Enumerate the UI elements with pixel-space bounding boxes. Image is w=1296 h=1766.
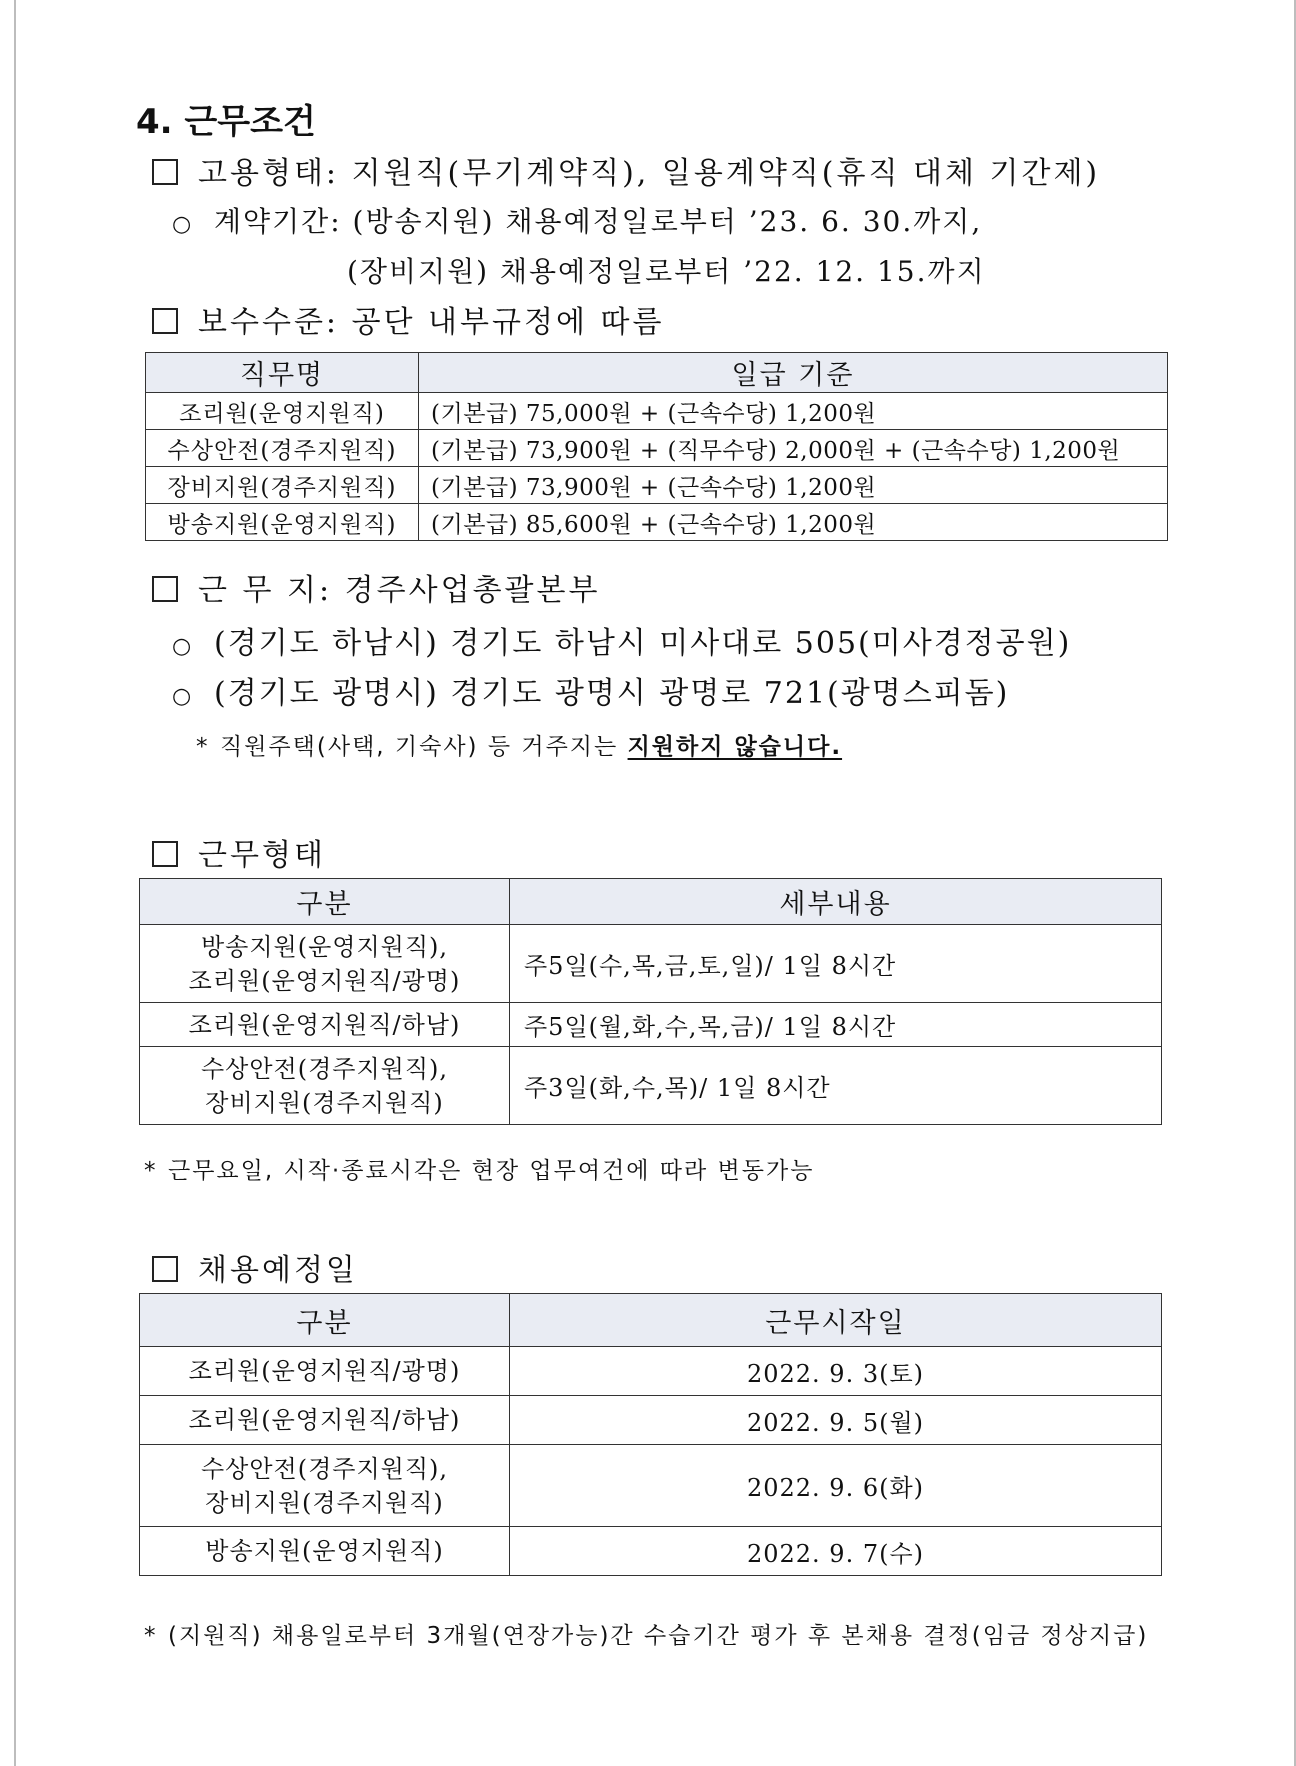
workplace <box>152 565 601 609</box>
job-name-cell: 장비지원(경주지원직) <box>146 467 419 504</box>
category-cell: 조리원(운영지원직/하남) <box>140 1396 510 1445</box>
category-cell <box>140 1047 510 1125</box>
table-header: 구분 <box>140 1294 510 1347</box>
asterisk-icon: * <box>144 1158 158 1184</box>
job-name-cell: 조리원(운영지원직) <box>146 393 419 430</box>
location-2 <box>172 668 1009 712</box>
category-cell: 조리원(운영지원직/하남) <box>140 1003 510 1047</box>
table-row <box>146 504 1168 541</box>
circle-bullet-icon: ○ <box>172 634 194 659</box>
category-cell <box>140 925 510 1003</box>
category-line: 방송지원(운영지원직), <box>200 932 448 961</box>
category-line: 장비지원(경주지원직) <box>205 1488 444 1517</box>
wage-cell: (기본급) 75,000원 + (근속수당) 1,200원 <box>419 393 1168 430</box>
table-header-row <box>140 1294 1162 1347</box>
date-cell: 2022. 9. 6(화) <box>510 1445 1162 1527</box>
section-title: 4. 근무조건 <box>136 102 316 142</box>
pay-level <box>152 297 664 341</box>
work-form-label: 근무형태 <box>198 838 326 873</box>
checkbox-icon <box>152 576 178 602</box>
hiring-note <box>144 1617 1148 1650</box>
detail-cell: 주3일(화,수,목)/ 1일 8시간 <box>510 1047 1162 1125</box>
contract-line-1: 계약기간: (방송지원) 채용예정일로부터 ’23. 6. 30.까지, <box>214 205 983 238</box>
asterisk-icon: * <box>144 1623 158 1649</box>
table-header: 일급 기준 <box>419 353 1168 393</box>
work-form-table <box>139 878 1162 1125</box>
category-cell: 방송지원(운영지원직) <box>140 1527 510 1576</box>
pay-label: 보수수준: 공단 내부규정에 따름 <box>198 305 665 340</box>
hiring-note-text: (지원직) 채용일로부터 3개월(연장가능)간 수습기간 평가 후 본채용 결정(임금 정상지급) <box>168 1623 1149 1649</box>
wage-cell: (기본급) 73,900원 + (근속수당) 1,200원 <box>419 467 1168 504</box>
table-row <box>146 467 1168 504</box>
table-header: 직무명 <box>146 353 419 393</box>
category-line: 조리원(운영지원직/광명) <box>188 966 461 995</box>
hiring-label: 채용예정일 <box>198 1253 358 1288</box>
checkbox-icon <box>152 1256 178 1282</box>
work-form <box>152 830 326 874</box>
hiring-table <box>139 1293 1162 1576</box>
table-header: 근무시작일 <box>510 1294 1162 1347</box>
workplace-label: 근 무 지: 경주사업총괄본부 <box>198 573 601 608</box>
table-row <box>146 430 1168 467</box>
date-cell: 2022. 9. 7(수) <box>510 1527 1162 1576</box>
date-cell: 2022. 9. 3(토) <box>510 1347 1162 1396</box>
contract-line-2: (장비지원) 채용예정일로부터 ’22. 12. 15.까지 <box>347 255 986 288</box>
page-left-edge <box>14 0 16 1766</box>
table-header-row <box>140 879 1162 925</box>
housing-note-text: 직원주택(사택, 기숙사) 등 거주지는 <box>220 734 619 760</box>
asterisk-icon: * <box>196 734 210 760</box>
housing-note-emphasis: 지원하지 않습니다. <box>627 734 843 760</box>
category-cell <box>140 1445 510 1527</box>
checkbox-icon <box>152 308 178 334</box>
category-line: 수상안전(경주지원직), <box>200 1454 448 1483</box>
work-form-note <box>144 1152 814 1185</box>
table-row <box>140 1047 1162 1125</box>
table-row <box>140 1445 1162 1527</box>
category-line: 장비지원(경주지원직) <box>205 1088 444 1117</box>
location-2-text: (경기도 광명시) 경기도 광명시 광명로 721(광명스피돔) <box>214 676 1010 711</box>
wage-cell: (기본급) 85,600원 + (근속수당) 1,200원 <box>419 504 1168 541</box>
detail-cell: 주5일(월,화,수,목,금)/ 1일 8시간 <box>510 1003 1162 1047</box>
table-row <box>140 1003 1162 1047</box>
table-row <box>140 925 1162 1003</box>
wage-cell: (기본급) 73,900원 + (직무수당) 2,000원 + (근속수당) 1,200원 <box>419 430 1168 467</box>
location-1-text: (경기도 하남시) 경기도 하남시 미사대로 505(미사경정공원) <box>214 626 1072 661</box>
table-row <box>140 1347 1162 1396</box>
pay-table <box>145 352 1168 541</box>
checkbox-icon <box>152 841 178 867</box>
housing-note <box>196 728 842 761</box>
job-name-cell: 방송지원(운영지원직) <box>146 504 419 541</box>
contract-period <box>172 200 982 240</box>
category-cell: 조리원(운영지원직/광명) <box>140 1347 510 1396</box>
category-line: 수상안전(경주지원직), <box>200 1054 448 1083</box>
table-header: 세부내용 <box>510 879 1162 925</box>
date-cell: 2022. 9. 5(월) <box>510 1396 1162 1445</box>
location-1 <box>172 618 1071 662</box>
table-header: 구분 <box>140 879 510 925</box>
employment-type <box>152 148 1100 192</box>
circle-bullet-icon: ○ <box>172 212 194 237</box>
table-row <box>140 1527 1162 1576</box>
table-row <box>140 1396 1162 1445</box>
employment-label: 고용형태: 지원직(무기계약직), 일용계약직(휴직 대체 기간제) <box>198 156 1101 191</box>
job-name-cell: 수상안전(경주지원직) <box>146 430 419 467</box>
detail-cell: 주5일(수,목,금,토,일)/ 1일 8시간 <box>510 925 1162 1003</box>
hiring-date <box>152 1245 358 1289</box>
circle-bullet-icon: ○ <box>172 684 194 709</box>
table-row <box>146 393 1168 430</box>
checkbox-icon <box>152 159 178 185</box>
table-header-row <box>146 353 1168 393</box>
work-form-note-text: 근무요일, 시작·종료시각은 현장 업무여건에 따라 변동가능 <box>168 1158 815 1184</box>
